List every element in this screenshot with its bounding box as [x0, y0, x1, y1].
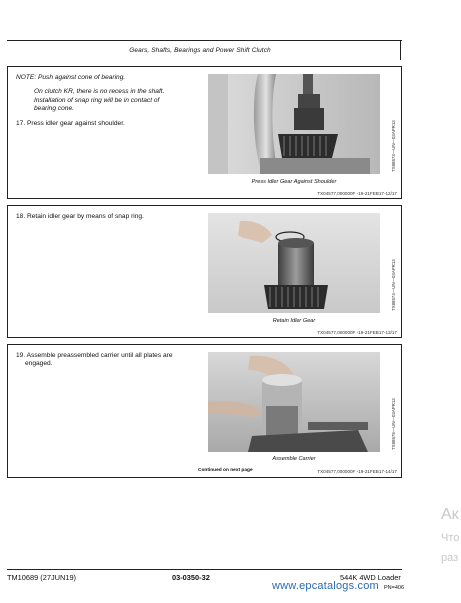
- figure-side-id: TX88575—UN—03APR13: [391, 398, 396, 450]
- watermark-link[interactable]: www.epcatalogs.com: [272, 580, 379, 592]
- header-rule: [7, 40, 402, 41]
- assemble-carrier-photo: [208, 352, 380, 452]
- side-overlay-line3: раз: [441, 552, 459, 564]
- continued-note: Continued on next page: [198, 468, 253, 473]
- figure-ref: TX04577,000000F -19-21FEB17-13/17: [317, 330, 397, 335]
- footer-pn: PN=406: [384, 585, 405, 591]
- side-overlay-line1: Ак: [441, 506, 459, 523]
- retain-idler-gear-photo: [208, 213, 380, 313]
- section-title: Gears, Shafts, Bearings and Power Shift Clutch: [129, 47, 271, 54]
- figure-caption: Assemble Carrier: [272, 456, 316, 462]
- figure-side-id: TX88574—UN—03APR13: [391, 259, 396, 311]
- press-idler-gear-photo: [208, 74, 380, 174]
- figure-side-id: TX88573—UN—03APR13: [391, 120, 396, 172]
- step-panel-18: [7, 205, 402, 338]
- step-panel-19: [7, 344, 402, 478]
- note-text: NOTE: Push against cone of bearing.: [16, 74, 126, 81]
- footer-rule: [7, 569, 402, 570]
- side-overlay-line2: Что: [441, 532, 460, 544]
- step-text-line1: 19. Assemble preassembled carrier until all plates are: [16, 352, 173, 359]
- step-text: 18. Retain idler gear by means of snap ring.: [16, 213, 144, 220]
- figure-ref: TX04577,000000F -19-21FEB17-12/17: [317, 191, 397, 196]
- footer-model: 544K 4WD Loader: [340, 573, 401, 582]
- footer-page-number: 03-0350-32: [172, 573, 210, 582]
- note-subtext: On clutch KR, there is no recess in the shaft. Installation of snap ring will be in contact of bearing cone.: [34, 88, 165, 113]
- footer-manual-id: TM10689 (27JUN19): [7, 573, 77, 582]
- step-text-line2: engaged.: [25, 360, 53, 367]
- figure-ref: TX04577,000000F -19-21FEB17-14/17: [317, 469, 397, 474]
- figure-caption: Retain Idler Gear: [272, 318, 316, 324]
- header-rule-vertical: [400, 40, 401, 60]
- step-panel-17: [7, 66, 402, 199]
- figure-caption: Press Idler Gear Against Shoulder: [251, 179, 337, 185]
- step-text: 17. Press idler gear against shoulder.: [16, 120, 125, 127]
